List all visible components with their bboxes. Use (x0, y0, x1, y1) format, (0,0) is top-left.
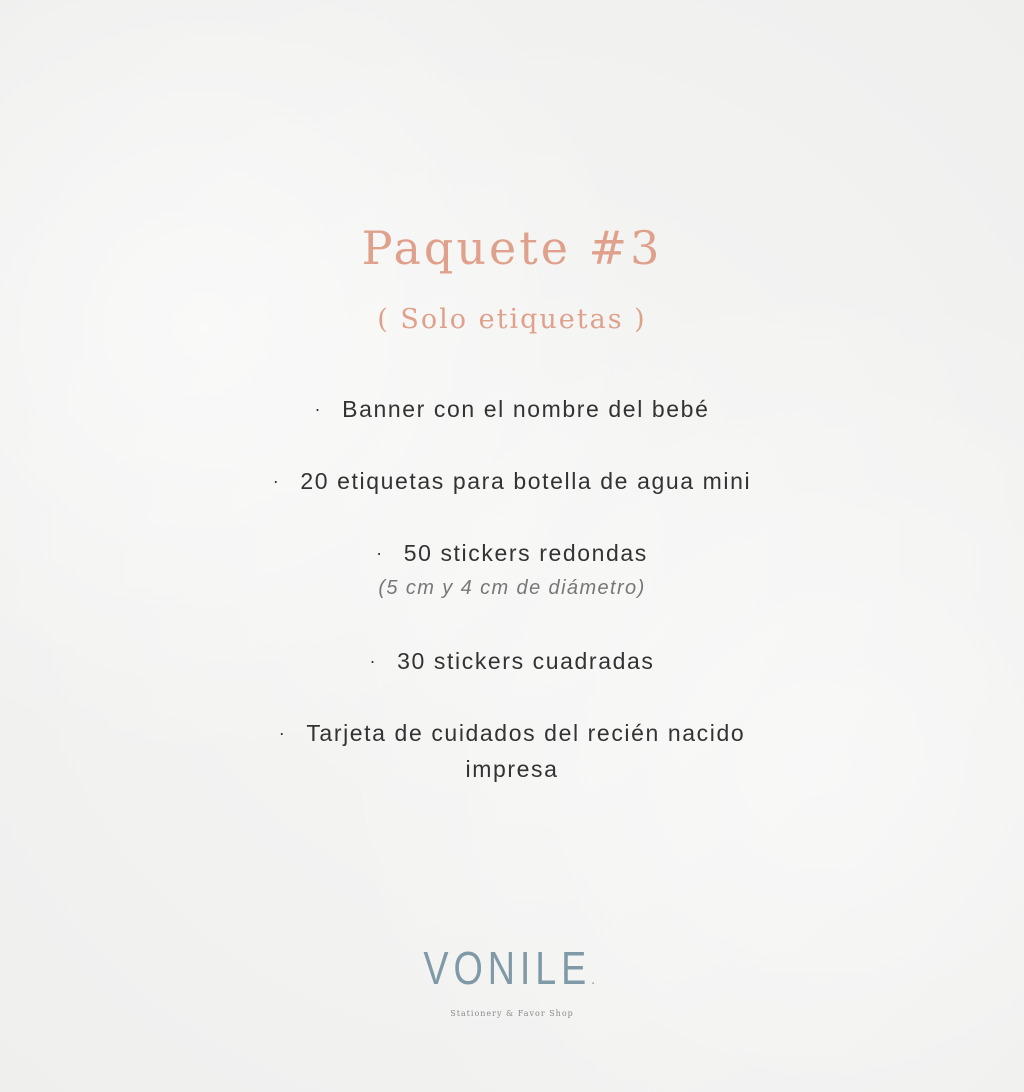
bullet-icon: · (376, 543, 384, 563)
list-item (0, 391, 1024, 427)
page-subtitle: ( Solo etiquetas ) (377, 304, 647, 335)
list-item-note: (5 cm y 4 cm de diámetro) (378, 577, 646, 599)
logo-wordmark: VONILE. (423, 942, 601, 994)
bullet-icon: · (278, 723, 287, 743)
list-item (0, 535, 1024, 605)
page-title: Paquete #3 (361, 221, 663, 275)
bullet-icon: · (369, 651, 378, 671)
brand-logo (0, 940, 1024, 1020)
list-item-label: Banner con el nombre del bebé (342, 396, 710, 422)
list-item (0, 715, 1024, 787)
logo-tagline: Stationery & Favor Shop (450, 1009, 574, 1018)
logo-mark: . (591, 971, 601, 988)
list-item (0, 643, 1024, 679)
list-item-label: 20 etiquetas para botella de agua mini (300, 468, 752, 494)
list-item-label-continued: impresa (465, 756, 559, 782)
list-item-label: 50 stickers redondas (403, 540, 648, 566)
list-item-label: 30 stickers cuadradas (397, 648, 655, 674)
bullet-icon: · (314, 399, 323, 419)
list-item (0, 463, 1024, 499)
bullet-icon: · (272, 471, 281, 491)
list-item-label: Tarjeta de cuidados del recién nacido (306, 720, 746, 746)
